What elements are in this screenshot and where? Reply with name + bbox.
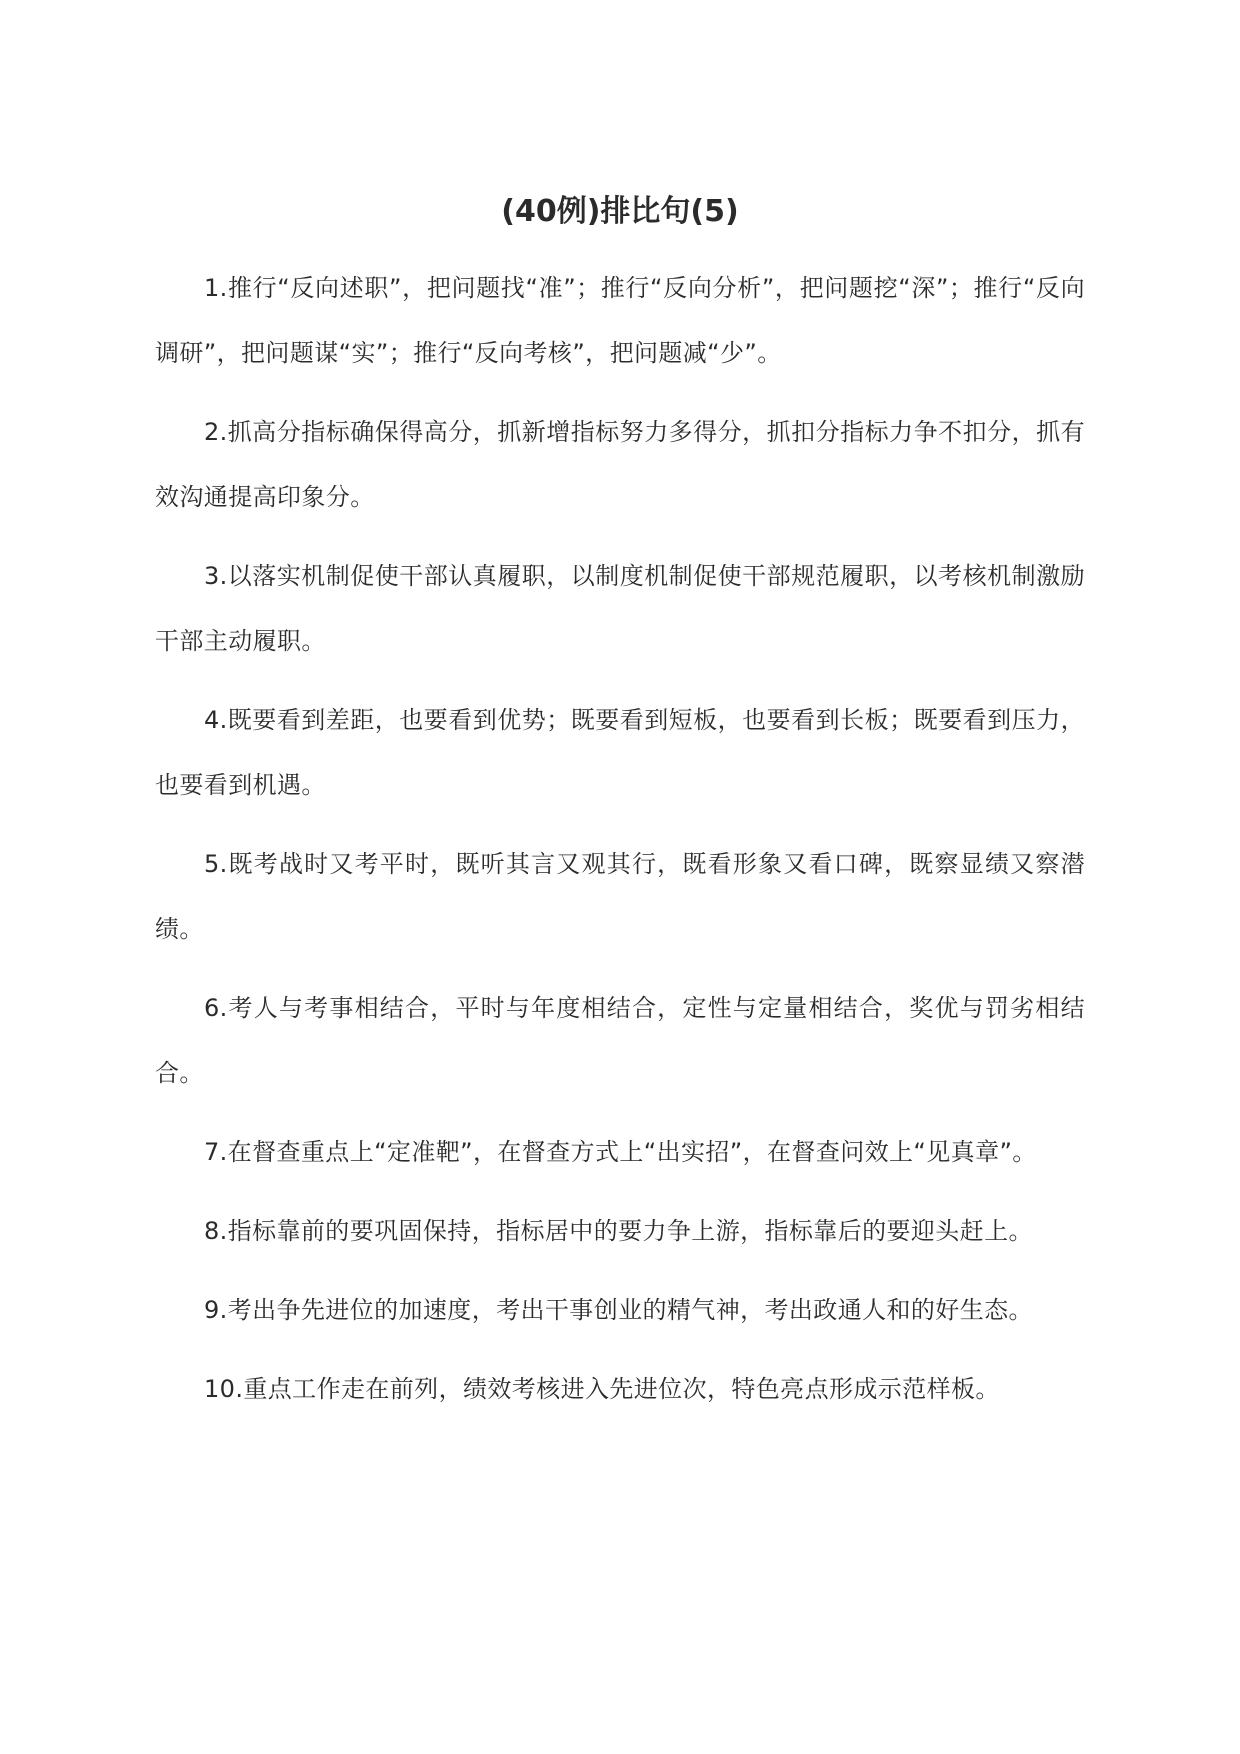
paragraph-4: 4.既要看到差距，也要看到优势；既要看到短板，也要看到长板；既要看到压力，也要看到机遇。 (155, 706, 1085, 799)
document-title: (40例)排比句(5) (501, 194, 739, 229)
document-body (155, 256, 1085, 1436)
paragraph-9: 9.考出争先进位的加速度，考出干事创业的精气神，考出政通人和的好生态。 (204, 1296, 1033, 1324)
paragraph-8: 8.指标靠前的要巩固保持，指标居中的要力争上游，指标靠后的要迎头赶上。 (204, 1217, 1033, 1245)
paragraph-6: 6.考人与考事相结合，平时与年度相结合，定性与定量相结合，奖优与罚劣相结合。 (155, 994, 1085, 1087)
paragraph-7: 7.在督查重点上“定准靶”，在督查方式上“出实招”，在督查问效上“见真章”。 (204, 1138, 1037, 1166)
paragraph-10: 10.重点工作走在前列，绩效考核进入先进位次，特色亮点形成示范样板。 (204, 1375, 1000, 1403)
paragraph-3: 3.以落实机制促使干部认真履职，以制度机制促使干部规范履职，以考核机制激励干部主动履职。 (155, 562, 1085, 655)
paragraph-2: 2.抓高分指标确保得高分，抓新增指标努力多得分，抓扣分指标力争不扣分，抓有效沟通提高印象分。 (155, 418, 1085, 511)
paragraph-5: 5.既考战时又考平时，既听其言又观其行，既看形象又看口碑，既察显绩又察潜绩。 (155, 850, 1085, 943)
paragraph-1: 1.推行“反向述职”，把问题找“准”；推行“反向分析”，把问题挖“深”；推行“反向调研”，把问题谋“实”；推行“反向考核”，把问题减“少”。 (155, 274, 1085, 367)
